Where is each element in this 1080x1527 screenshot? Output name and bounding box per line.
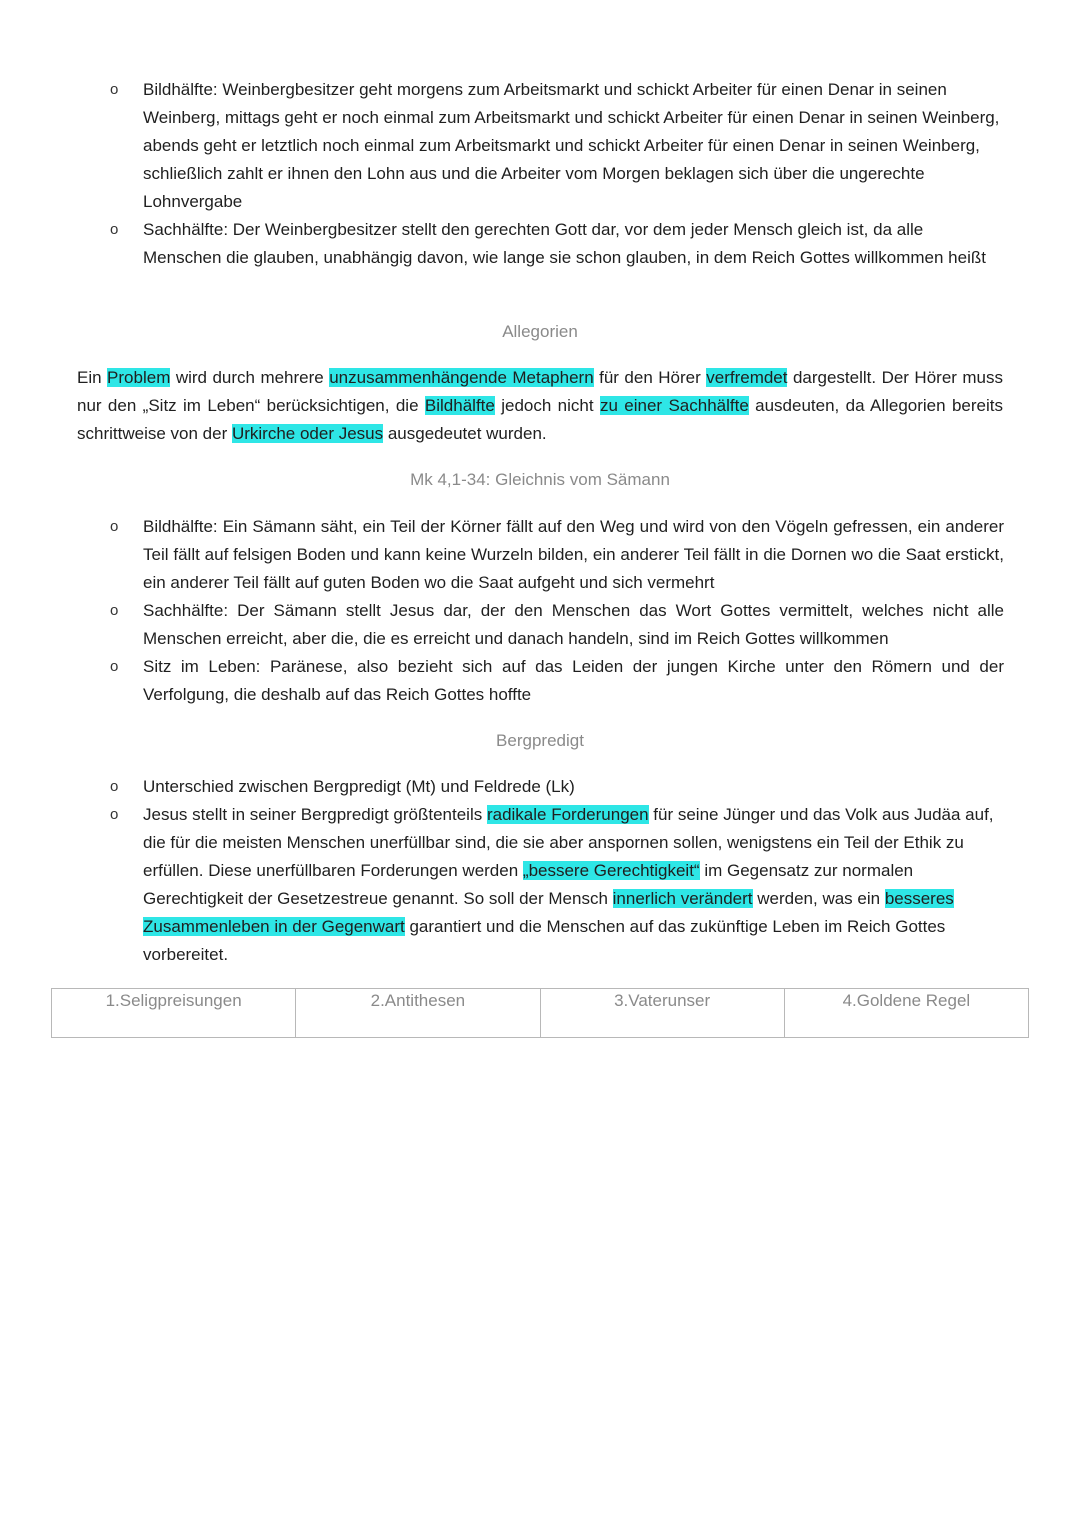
list-item-text: Unterschied zwischen Bergpredigt (Mt) und Feldrede (Lk) <box>143 777 575 796</box>
list-item <box>0 597 1080 653</box>
bullet-marker: o <box>110 658 119 675</box>
list-item-text: Sitz im Leben: Paränese, also bezieht sich auf das Leiden der jungen Kirche unter den Römern und der Verfolgung, die deshalb auf das Reich Gottes hoffte <box>143 657 1004 704</box>
text-run: für den Hörer <box>593 368 707 387</box>
text-run: garantiert und die Menschen auf das zukünftige Leben im Reich Gottes vorbereitet. <box>143 917 946 964</box>
highlight: radikale Forderungen <box>486 805 649 824</box>
bullet-marker: o <box>110 602 119 619</box>
text-run: ausdeuten, da Allegorien bereits schrittweise von der <box>77 396 1003 443</box>
list-item-text: Bildhälfte: Weinbergbesitzer geht morgens zum Arbeitsmarkt und schickt Arbeiter für einen Denar in seinen Weinberg, mittags geht er noch einmal zum Arbeitsmarkt und schickt Arbeiter für einen Denar in seinen Weinberg, abends geht er letztlich noch einmal zum Arbeitsmarkt und schickt Arbeiter für einen Denar in seinen Weinberg, schließlich zahlt er ihnen den Lohn aus und die Arbeiter vom Morgen beklagen sich über die ungerechte Lohnvergabe <box>143 80 1000 211</box>
text-run: im Gegensatz zur normalen Gerechtigkeit der Gesetzestreue genannt. So soll der Mensch <box>143 861 914 908</box>
highlight: verfremdet <box>706 368 788 387</box>
list-item <box>0 513 1080 597</box>
text-run: wird durch mehrere <box>170 368 330 387</box>
bullet-marker: o <box>110 518 119 535</box>
text-run: werden, was ein <box>752 889 885 908</box>
text-run: für seine Jünger und das Volk aus Judäa auf, die für die meisten Menschen unerfüllbar sind, die sie aber anspornen sollen, wenigstens ein Teil der Ethik zu erfüllen. Diese unerfüllbaren Forderungen werden <box>143 805 994 880</box>
list-item <box>0 653 1080 709</box>
table-cell: 1.Seligpreisungen <box>52 989 296 1037</box>
list-item <box>0 801 1080 969</box>
heading-bergpredigt: Bergpredigt <box>496 731 584 750</box>
list-item-text: Bildhälfte: Ein Sämann säht, ein Teil der Körner fällt auf den Weg und wird von den Vögeln gefressen, ein anderer Teil fällt auf felsigen Boden und kann keine Wurzeln bilden, ein anderer Teil fällt in die Dornen wo die Saat erstickt, ein anderer Teil fällt auf guten Boden wo die Saat aufgeht und sich vermehrt <box>143 517 1004 592</box>
table-cell: 2.Antithesen <box>296 989 540 1037</box>
highlight: Problem <box>107 368 171 387</box>
heading-saemann: Mk 4,1-34: Gleichnis vom Sämann <box>410 470 670 489</box>
text-run: Jesus stellt in seiner Bergpredigt größtenteils <box>143 805 487 824</box>
list-item <box>0 216 1080 272</box>
highlight: zu einer Sachhälfte <box>599 396 749 415</box>
list-item <box>0 773 1080 801</box>
text-run: dargestellt. Der Hörer muss nur den „Sitz im Leben“ berücksichtigen, die <box>77 368 1004 415</box>
text-run: Ein <box>77 368 108 387</box>
table-cell: 3.Vaterunser <box>541 989 785 1037</box>
bullet-marker: o <box>110 221 119 238</box>
text-run: ausgedeutet wurden. <box>383 424 547 443</box>
bergpredigt-table <box>51 988 1029 1038</box>
allegorien-paragraph <box>77 364 1003 448</box>
table-cell: 4.Goldene Regel <box>842 991 971 1010</box>
bullet-marker: o <box>110 778 119 795</box>
list-item <box>0 76 1080 216</box>
bullet-marker: o <box>110 81 119 98</box>
saemann-bullet-list <box>0 513 1080 709</box>
highlight: Bildhälfte <box>424 396 495 415</box>
bullet-marker: o <box>110 806 119 823</box>
highlight: Urkirche oder Jesus <box>231 424 384 443</box>
highlight: innerlich verändert <box>612 889 753 908</box>
highlight: „bessere Gerechtigkeit“ <box>522 861 700 880</box>
bergpredigt-bullet-list <box>0 773 1080 969</box>
text-run: jedoch nicht <box>494 396 600 415</box>
heading-allegorien: Allegorien <box>502 322 578 341</box>
list-item-text: Sachhälfte: Der Weinbergbesitzer stellt den gerechten Gott dar, vor dem jeder Mensch gleich ist, da alle Menschen die glauben, unabhängig davon, wie lange sie schon glauben, in dem Reich Gottes willkommen heißt <box>143 220 986 267</box>
highlight: besseres Zusammenleben in der Gegenwart <box>143 889 954 936</box>
list-item-text: Sachhälfte: Der Sämann stellt Jesus dar, der den Menschen das Wort Gottes vermittelt, welches nicht alle Menschen erreicht, aber die, die es erreicht und danach handeln, sind im Reich Gottes willkommen <box>143 601 1004 648</box>
weinberg-bullet-list <box>0 76 1080 272</box>
highlight: unzusammenhängende Metaphern <box>329 368 594 387</box>
